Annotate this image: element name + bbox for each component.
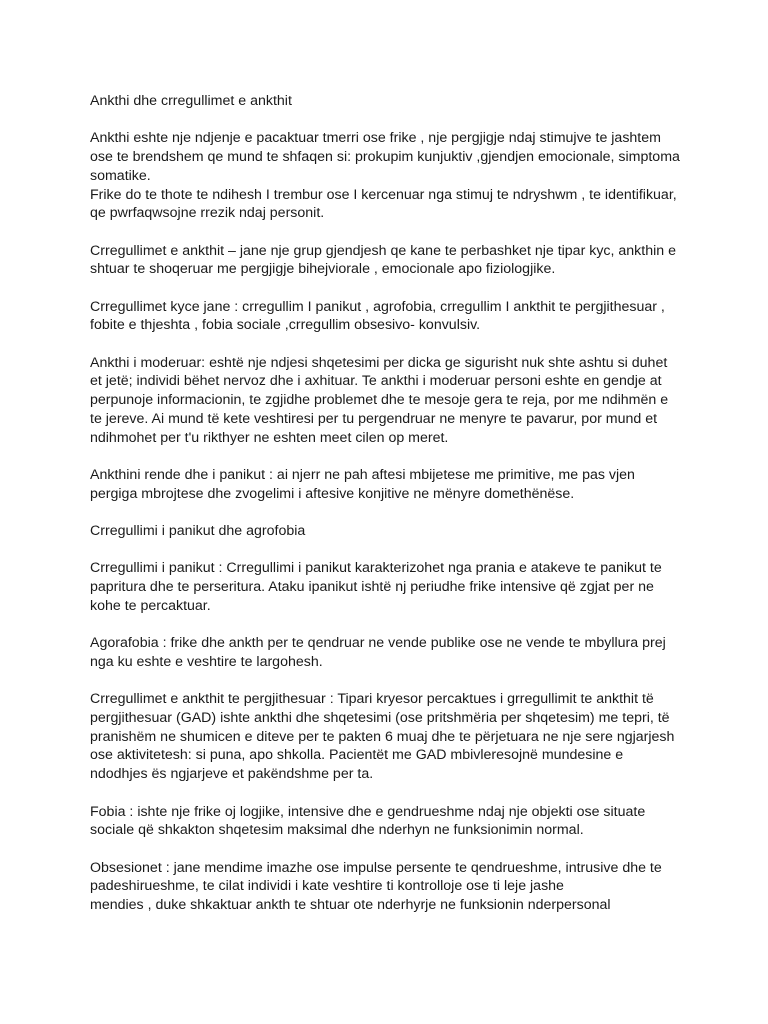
- document-page: [90, 92, 680, 933]
- document-title: Ankthi dhe crregullimet e ankthit: [90, 93, 292, 109]
- paragraph-ankthi-rende: Ankthini rende dhe i panikut : ai njerr ne pah aftesi mbijetese me primitive, me pas vjen pergiga mbrojtese dhe zvogelimi i aftesive konjitive ne mënyre domethënëse.: [90, 466, 635, 502]
- paragraph-crregullimet-ankthit: Crregullimet e ankthit – jane nje grup gjendjesh qe kane te perbashket nje tipar kyc, ankthin e shtuar te shoqeruar me pergjigje bihejviorale , emocionale apo fiziologjike.: [90, 242, 676, 278]
- section-heading-panikut-agrofobia: Crregullimi i panikut dhe agrofobia: [90, 523, 306, 540]
- paragraph-ankthi-pergjithesuar: Crregullimet e ankthit te pergjithesuar : Tipari kryesor percaktues i grregullimit te ankthit të pergjithesuar (GAD) ishte ankthi dhe shqetesimi (ose pritshmëria per shqetesim) me tepri, të pranishëm ne shumicen e diteve per te pakten 6 muaj dhe te përjetuara ne nje sere ngjarjesh ose aktivitetesh: si puna, apo shkolla. Pacientët me GAD mbivleresojnë mundesine e ndodhjes ës ngjarjeve et pakëndshme per ta.: [90, 691, 675, 783]
- paragraph-obsesionet: Obsesionet : jane mendime imazhe ose impulse persente te qendrueshme, intrusive dhe te padeshirueshme, te cilat individi i kate veshtire ti kontrolloje ose ti leje jashe mendies , duke shkaktuar ankth te shtuar ote nderhyrje ne funksionin nderpersonal: [90, 859, 662, 914]
- paragraph-fobia: Fobia : ishte nje frike oj logjike, intensive dhe e gendrueshme ndaj nje objekti ose situate sociale që shkakton shqetesim maksimal dhe nderhyn ne funksionimin normal.: [90, 803, 646, 839]
- paragraph-agorafobia: Agorafobia : frike dhe ankth per te qendruar ne vende publike ose ne vende te mbyllura prej nga ku eshte e veshtire te largohesh.: [90, 635, 666, 670]
- paragraph-ankthi-moderuar: Ankthi i moderuar: eshtë nje ndjesi shqetesimi per dicka ge sigurisht nuk shte ashtu si duhet et jetë; individi bëhet nervoz dhe i axhituar. Te ankthi i moderuar personi eshte en gendje at perpunoje informacionin, te zgjidhe problemet dhe te mesoje gera te reja, por me ndihmën e te jereve. Ai mund të kete veshtiresi per tu pergendruar ne menyre te pavarur, por mund et ndihmohet per t'u rikthyer ne eshten meet cilen op meret.: [90, 354, 669, 446]
- paragraph-ankthi-definition: Ankthi eshte nje ndjenje e pacaktuar tmerri ose frike , nje pergjigje ndaj stimujve te jashtem ose te brendshem qe mund te shfaqen si: prokupim kunjuktiv ,gjendjen emocionale, simptoma somatike. Frike do te thote te ndihesh I trembur ose I kercenuar nga stimuj te ndryshwm , te identifikuar, qe pwrfaqwsojne rrezik ndaj personit.: [90, 130, 680, 222]
- paragraph-crregullimet-kyce: Crregullimet kyce jane : crregullim I panikut , agrofobia, crregullim I ankthit te pergjithesuar , fobite e thjeshta , fobia sociale ,crregullim obsesivo- konvulsiv.: [90, 298, 665, 334]
- paragraph-crregullimi-panikut: Crregullimi i panikut : Crregullimi i panikut karakterizohet nga prania e atakeve te panikut te papritura dhe te perseritura. Ataku ipanikut ishtë nj periudhe frike intensive që zgjat per ne kohe te percaktuar.: [90, 560, 662, 614]
